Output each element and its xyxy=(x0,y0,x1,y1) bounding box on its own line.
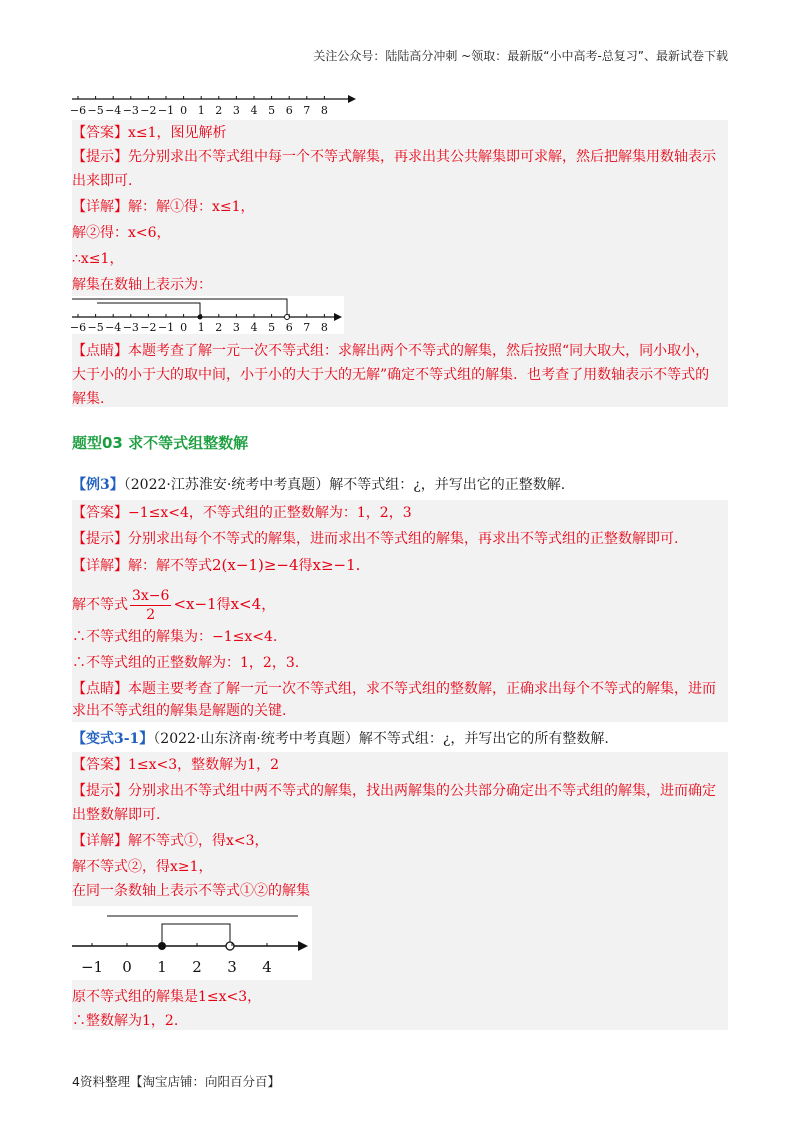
detail-text: 解不等式 xyxy=(72,597,128,613)
number-line-solution-2 xyxy=(72,906,312,980)
tick-label: 5 xyxy=(268,321,276,334)
tick-label: 6 xyxy=(285,321,293,334)
hint-text: 分别求出每个不等式的解集，进而求出不等式组的解集，再求出不等式组的正整数解即可. xyxy=(128,531,679,547)
detail-text: 得 xyxy=(216,597,231,613)
section-title: 题型03 求不等式组整数解 xyxy=(72,434,249,452)
detail-line-3-5: ∴整数解为1，2. xyxy=(72,1013,179,1029)
example-text: （2022·江苏淮安·统考中考真题）解不等式组：¿，并写出它的正整数解. xyxy=(123,477,566,493)
page-footer: 4资料整理【淘宝店铺：向阳百分百】 xyxy=(72,1074,280,1089)
tick-label: −1 xyxy=(157,321,175,334)
hint-text: 分别求出不等式组中两不等式的解集，找出两解集的公共部分确定出不等式组的解集，进而确定 xyxy=(128,783,716,799)
hint-tag: 【提示】 xyxy=(72,783,128,799)
tick-label: −1 xyxy=(80,958,104,976)
answer-text: −1≤x<4，不等式组的正整数解为：1，2，3 xyxy=(128,505,412,521)
detail-text: 解不等式①，得x<3， xyxy=(128,833,269,849)
tick-label: 3 xyxy=(232,104,240,117)
detail-line-3-1 xyxy=(72,830,728,852)
hint-tag: 【提示】 xyxy=(72,531,128,547)
comment-tag: 【点睛】 xyxy=(72,343,128,359)
answer-line-3 xyxy=(72,754,728,776)
hint-line-2 xyxy=(72,528,728,550)
comment-line-2-2: 求出不等式组的解集是解题的关键. xyxy=(72,703,287,719)
detail-line-4: 解集在数轴上表示为： xyxy=(72,277,212,293)
inequality: 2(x−1)≥−4 xyxy=(212,556,299,574)
detail-tag: 【详解】 xyxy=(72,558,128,574)
tick-label: −2 xyxy=(140,104,157,117)
answer-text: x≤1，图见解析 xyxy=(128,125,227,141)
tick-label: 1 xyxy=(157,958,167,976)
tick-label: −6 xyxy=(69,104,87,117)
detail-tag: 【详解】 xyxy=(72,833,128,849)
tick-label: −3 xyxy=(122,104,139,117)
hint-line-1b: 出来即可. xyxy=(72,173,133,189)
comment-line-3: 解集. xyxy=(72,391,105,407)
comment-line-2: 大于小的小于大的取中间，小于小的大于大的无解”确定不等式组的解集．也考查了用数轴表示不等式的 xyxy=(72,367,710,383)
tick-label: 2 xyxy=(215,104,223,117)
tick-label: 8 xyxy=(320,104,328,117)
variant-3-1-question xyxy=(72,728,728,750)
tick-label: 2 xyxy=(215,321,223,334)
comment-line-1 xyxy=(72,340,728,362)
tick-label: 1 xyxy=(197,104,205,117)
tick-label: −5 xyxy=(87,321,104,334)
example-tag: 【例3】 xyxy=(72,477,124,493)
answer-text: 1≤x<3，整数解为1，2 xyxy=(128,757,279,773)
detail-line-1 xyxy=(72,196,728,218)
detail-tag: 【详解】 xyxy=(72,199,128,215)
example-3-question xyxy=(72,474,728,496)
tick-label: −3 xyxy=(122,321,139,334)
comment-line-2-1 xyxy=(72,678,728,700)
hint-tag: 【提示】 xyxy=(72,149,128,165)
detail-text: 解：解不等式 xyxy=(128,558,212,574)
tick-label: 3 xyxy=(227,958,237,976)
tick-label: −2 xyxy=(140,321,157,334)
tick-label: 4 xyxy=(262,958,272,976)
hint-line-3b: 出整数解即可. xyxy=(72,807,161,823)
tick-label: 5 xyxy=(268,104,276,117)
detail-line-3-3: 在同一条数轴上表示不等式①②的解集 xyxy=(72,883,310,899)
detail-line-2-1 xyxy=(72,554,728,577)
comment-tag: 【点睛】 xyxy=(72,681,128,697)
number-line-solution-1 xyxy=(69,296,344,334)
comment-text: 本题考查了解一元一次不等式组：求解出两个不等式的解集，然后按照“同大取大，同小取小， xyxy=(128,343,710,359)
tick-label: 8 xyxy=(320,321,328,334)
tick-label: −6 xyxy=(69,321,87,334)
detail-line-3-2: 解不等式②，得x≥1， xyxy=(72,859,213,875)
tick-label: 6 xyxy=(285,104,293,117)
fraction xyxy=(130,587,171,624)
tick-label: 0 xyxy=(180,104,188,117)
detail-line-3: ∴x≤1， xyxy=(72,251,124,267)
tick-label: −1 xyxy=(157,104,175,117)
tick-label: −5 xyxy=(87,104,104,117)
comment-text: 本题主要考查了解一元一次不等式组，求不等式组的整数解，正确求出每个不等式的解集，进而 xyxy=(128,681,716,697)
detail-line-2-4: ∴不等式组的正整数解为：1，2，3. xyxy=(72,655,300,671)
fraction-numerator: 3x−6 xyxy=(132,587,170,604)
hint-text: 先分别求出不等式组中每一个不等式解集，再求出其公共解集即可求解，然后把解集用数轴表示 xyxy=(128,149,716,165)
detail-line-3-4: 原不等式组的解集是1≤x<3， xyxy=(72,989,262,1005)
tick-label: 0 xyxy=(122,958,132,976)
hint-line-1 xyxy=(72,146,728,168)
detail-text: 得 xyxy=(298,558,313,574)
detail-line-2-3: ∴不等式组的解集为：−1≤x<4. xyxy=(72,629,278,645)
hint-line-3 xyxy=(72,780,728,802)
fraction-denominator: 2 xyxy=(146,606,156,623)
tick-label: 4 xyxy=(250,104,258,117)
tick-label: 1 xyxy=(197,321,205,334)
tick-label: 4 xyxy=(250,321,258,334)
variant-text: （2022·山东济南·统考中考真题）解不等式组：¿，并写出它的所有整数解. xyxy=(153,731,609,747)
tick-label: −4 xyxy=(105,104,122,117)
inequality-result: x<4， xyxy=(230,595,277,613)
tick-label: 0 xyxy=(180,321,188,334)
tick-label: 2 xyxy=(192,958,202,976)
answer-tag: 【答案】 xyxy=(72,505,128,521)
answer-line-2 xyxy=(72,502,728,524)
tick-label: −4 xyxy=(105,321,122,334)
answer-tag: 【答案】 xyxy=(72,757,128,773)
inequality-result: x≥−1. xyxy=(312,556,361,574)
tick-label: 7 xyxy=(303,104,311,117)
variant-tag: 【变式3-1】 xyxy=(72,731,154,747)
detail-line-2-2 xyxy=(72,584,728,625)
number-line-top xyxy=(69,92,362,122)
tick-label: 3 xyxy=(232,321,240,334)
tick-label: 7 xyxy=(303,321,311,334)
page-header: 关注公众号：陆陆高分冲刺 ~领取：最新版“小中高考-总复习”、最新试卷下载 xyxy=(313,49,728,63)
detail-text: 解：解①得：x≤1， xyxy=(128,199,255,215)
inequality: <x−1 xyxy=(173,595,217,613)
answer-line-1 xyxy=(72,122,728,144)
answer-tag: 【答案】 xyxy=(72,125,128,141)
detail-line-2: 解②得：x<6， xyxy=(72,225,171,241)
